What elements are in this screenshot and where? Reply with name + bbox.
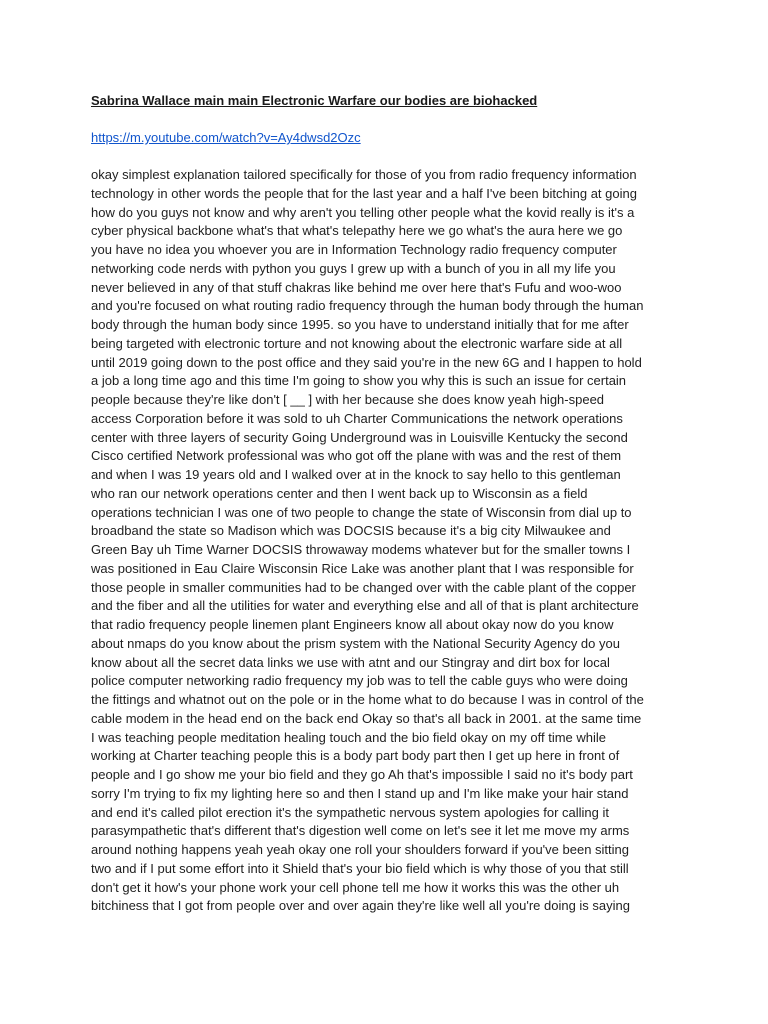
body-text-line: I was teaching people meditation healing touch and the bio field okay on my off time while — [91, 729, 607, 745]
body-text-line: and end it's called pilot erection it's the sympathetic nervous system apologies for calling it — [91, 804, 610, 820]
body-text-line: sorry I'm trying to fix my lighting here so and then I stand up and I'm like make your hair stand — [91, 785, 629, 801]
body-text-line: know about all the secret data links we use with atnt and our Stingray and dirt box for local — [91, 654, 610, 670]
youtube-link[interactable]: https://m.youtube.com/watch?v=Ay4dwsd2Ozc — [91, 130, 361, 145]
body-text-line: until 2019 going down to the post office and they said you're in the new 6G and I happen to hold — [91, 354, 642, 370]
body-text-line: operations technician I was one of two people to change the state of Wisconsin from dial up to — [91, 504, 632, 520]
body-text-line: Cisco certified Network professional was who got off the plane with was and the rest of them — [91, 448, 622, 464]
body-text-line: a job a long time ago and this time I'm going to show you why this is such an issue for certain — [91, 373, 627, 389]
document-title: Sabrina Wallace main main Electronic Warfare our bodies are biohacked — [91, 93, 538, 108]
body-text-line: two and if I put some effort into it Shield that's your bio field which is why those of you that still — [91, 860, 629, 876]
body-text-line: those people in smaller communities had to be changed over with the cable plant of the copper — [91, 579, 636, 595]
body-text-line: parasympathetic that's different that's digestion well come on let's see it let me move my arms — [91, 823, 630, 839]
body-text-line: broadband the state so Madison which was DOCSIS because it's a big city Milwaukee and — [91, 523, 611, 539]
body-text-line: being targeted with electronic torture and not knowing about the electronic warfare side at all — [91, 335, 623, 351]
body-text-line: who ran our network operations center and then I went back up to Wisconsin as a field — [91, 485, 588, 501]
body-text-line: police computer networking radio frequency my job was to tell the cable guys who were doing — [91, 673, 628, 689]
body-text-line: and the fiber and all the utilities for water and everything else and all of that is plant architecture — [91, 598, 639, 614]
body-text-line: was positioned in Eau Claire Wisconsin Rice Lake was another plant that I was responsible for — [91, 560, 634, 576]
body-text-line: Green Bay uh Time Warner DOCSIS throwaway modems whatever but for the smaller towns I — [91, 542, 631, 557]
body-text-line: don't get it how's your phone work your cell phone tell me how it works this was the other uh — [91, 879, 620, 895]
body-text-line: bitchiness that I got from people over and over again they're like well all you're doing is saying — [91, 898, 630, 914]
body-text-line: never believed in any of that stuff chakras like behind me over here that's Fufu and woo-woo — [91, 279, 622, 295]
body-text-line: the fittings and whatnot out on the pole or in the home what to do because I was in control of the — [91, 692, 644, 707]
body-text-line: how do you guys not know and why aren't you telling other people what the kovid really is it's a — [91, 204, 635, 220]
body-text-line: that radio frequency people linemen plant Engineers know all about okay now do you know — [91, 617, 614, 632]
body-text-line: networking code nerds with python you guys I grew up with a bunch of you in all my life you — [91, 260, 616, 276]
body-text-line: access Corporation before it was sold to uh Charter Communications the network operations — [91, 410, 623, 426]
body-text-line: and when I was 19 years old and I walked over at in the knock to say hello to this gentleman — [91, 467, 621, 482]
body-text-line: working at Charter teaching people this is a body part body part then I get up here in front of — [91, 748, 620, 764]
body-text-line: you have no idea you whoever you are in Information Technology radio frequency computer — [91, 242, 617, 257]
body-text-line: people and I go show me your bio field and they go Ah that's impossible I said no it's body part — [91, 767, 633, 782]
body-text-line: people because they're like don't [ __ ] with her because she does know yeah high-speed — [91, 392, 605, 407]
body-text-line: center with three layers of security Going Underground was in Louisville Kentucky the second — [91, 429, 628, 445]
body-text-line: cable modem in the head end on the back end Okay so that's all back in 2001. at the same time — [91, 710, 642, 726]
document-body — [91, 166, 691, 916]
body-text-line: about nmaps do you know about the prism system with the National Security Agency do you — [91, 635, 620, 651]
body-text-line: and you're focused on what routing radio frequency through the human body through the human — [91, 298, 644, 314]
body-text-line: technology in other words the people that for the last year and a half I've been bitching at going — [91, 185, 637, 201]
body-text-line: cyber physical backbone what's that what's telepathy here we go what's the aura here we go — [91, 223, 623, 239]
body-text-line: around nothing happens yeah yeah okay one roll your shoulders forward if you've been sitting — [91, 842, 629, 857]
body-text-line: okay simplest explanation tailored specifically for those of you from radio frequency information — [91, 167, 637, 182]
body-text-line: body through the human body since 1995. so you have to understand initially that for me after — [91, 317, 629, 332]
